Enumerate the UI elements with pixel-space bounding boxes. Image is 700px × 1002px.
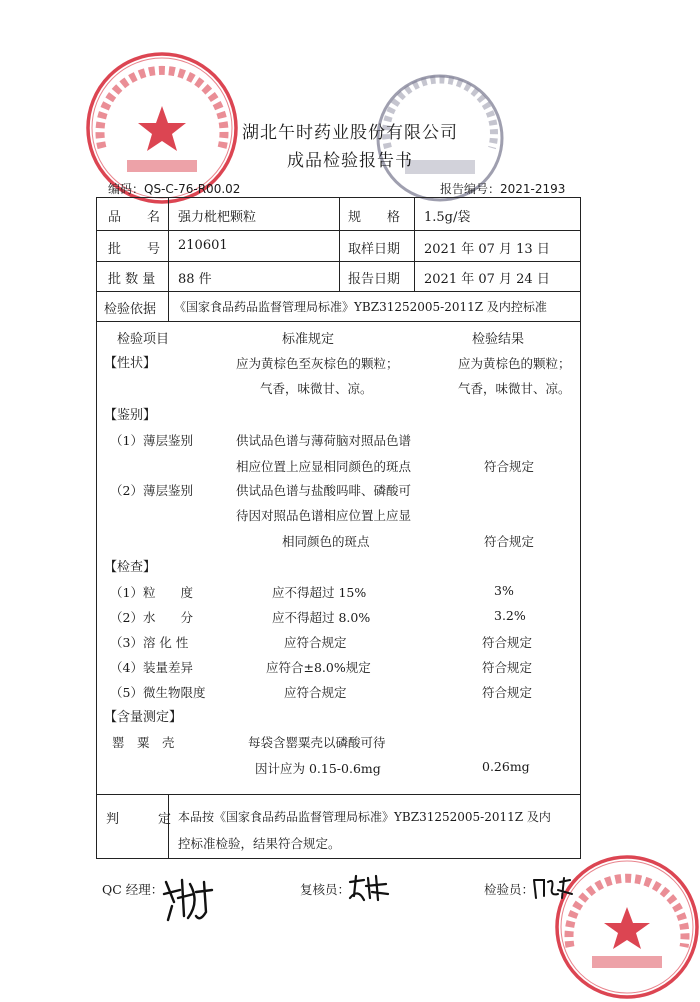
- report-number: [440, 180, 565, 197]
- reviewer-label: 复核员：: [300, 882, 351, 897]
- check-result: 3%: [494, 583, 514, 598]
- check-standard: 应符合规定: [284, 635, 347, 650]
- doc-code-label: 编码：: [108, 182, 145, 196]
- spec-label: 规 格: [348, 210, 401, 225]
- product-value: 强力枇杷颗粒: [178, 210, 257, 225]
- section-assay: 【含量测定】: [104, 710, 183, 725]
- identify-standard-line: 供试品色谱与盐酸吗啡、磷酸可: [236, 483, 412, 498]
- reviewer-signature: [346, 872, 392, 904]
- identify-standard-line: 相同颜色的斑点: [282, 534, 370, 549]
- inspector-signature: [530, 874, 574, 902]
- check-result: 符合规定: [482, 660, 533, 675]
- check-result: 符合规定: [482, 685, 533, 700]
- batch-qty-label: 批 数 量: [108, 272, 156, 287]
- document-title: 成品检验报告书: [287, 151, 413, 171]
- batch-qty-value: 88 件: [178, 272, 212, 287]
- check-item: （3）溶 化 性: [110, 635, 189, 650]
- qc-manager-label: QC 经理：: [102, 882, 164, 897]
- report-date-value: 2021 年 07 月 24 日: [424, 272, 550, 287]
- conclusion-text-line: 本品按《国家食品药品监督管理局标准》YBZ31252005-2011Z 及内: [178, 810, 551, 824]
- assay-item: 罂 粟 壳: [112, 735, 175, 750]
- identify-result: 符合规定: [484, 459, 535, 474]
- check-result: 3.2%: [494, 608, 526, 623]
- conclusion-text-line: 控标准检验，结果符合规定。: [178, 836, 341, 851]
- company-name: 湖北午时药业股份有限公司: [242, 123, 458, 143]
- basis-label: 检验依据: [104, 302, 157, 317]
- column-header-result: 检验结果: [472, 332, 525, 347]
- spec-value: 1.5g/袋: [424, 210, 471, 225]
- section-identify: 【鉴别】: [104, 408, 157, 423]
- character-standard-line: 气香，味微甘、凉。: [260, 381, 373, 396]
- conclusion-label: 判 定: [106, 812, 172, 827]
- section-check: 【检查】: [104, 560, 157, 575]
- identify-standard-line: 待因对照品色谱相应位置上应显: [236, 508, 412, 523]
- check-standard: 应不得超过 8.0%: [272, 610, 371, 625]
- sample-date-label: 取样日期: [348, 242, 401, 257]
- identify-item: （2）薄层鉴别: [110, 483, 193, 498]
- product-label: 品 名: [108, 210, 161, 225]
- check-item: （5）微生物限度: [110, 685, 206, 700]
- check-item: （1）粒 度: [110, 585, 193, 600]
- assay-standard-line: 每袋含罂粟壳以磷酸可待: [248, 735, 386, 750]
- qc-manager-signature: [160, 872, 220, 926]
- report-date-label: 报告日期: [348, 272, 401, 287]
- check-standard: 应符合±8.0%规定: [266, 660, 371, 675]
- section-character: 【性状】: [104, 356, 157, 371]
- character-result-line: 应为黄棕色的颗粒；: [458, 356, 571, 371]
- check-standard: 应符合规定: [284, 685, 347, 700]
- identify-standard-line: 供试品色谱与薄荷脑对照品色谱: [236, 433, 412, 448]
- column-header-standard: 标准规定: [282, 332, 335, 347]
- doc-code-value: QS-C-76-R00.02: [144, 182, 241, 196]
- batch-value: 210601: [178, 238, 228, 253]
- batch-label: 批 号: [108, 242, 161, 257]
- identify-standard-line: 相应位置上应显相同颜色的斑点: [236, 459, 412, 474]
- check-standard: 应不得超过 15%: [272, 585, 367, 600]
- character-result-line: 气香，味微甘、凉。: [458, 381, 571, 396]
- assay-result: 0.26mg: [482, 759, 530, 774]
- column-header-item: 检验项目: [117, 332, 170, 347]
- sample-date-value: 2021 年 07 月 13 日: [424, 242, 550, 257]
- check-result: 符合规定: [482, 635, 533, 650]
- character-standard-line: 应为黄棕色至灰棕色的颗粒；: [236, 356, 399, 371]
- inspector-label: 检验员：: [484, 882, 535, 897]
- identify-result: 符合规定: [484, 534, 535, 549]
- report-number-label: 报告编号：: [440, 182, 501, 196]
- check-item: （2）水 分: [110, 610, 193, 625]
- basis-value: 《国家食品药品监督管理局标准》YBZ31252005-2011Z 及内控标准: [174, 300, 547, 314]
- identify-item: （1）薄层鉴别: [110, 433, 193, 448]
- assay-standard-line: 因计应为 0.15-0.6mg: [255, 761, 381, 776]
- report-number-value: 2021-2193: [500, 182, 566, 196]
- right-red-seal: [552, 852, 700, 1002]
- check-item: （4）装量差异: [110, 660, 193, 675]
- doc-code: [108, 180, 240, 197]
